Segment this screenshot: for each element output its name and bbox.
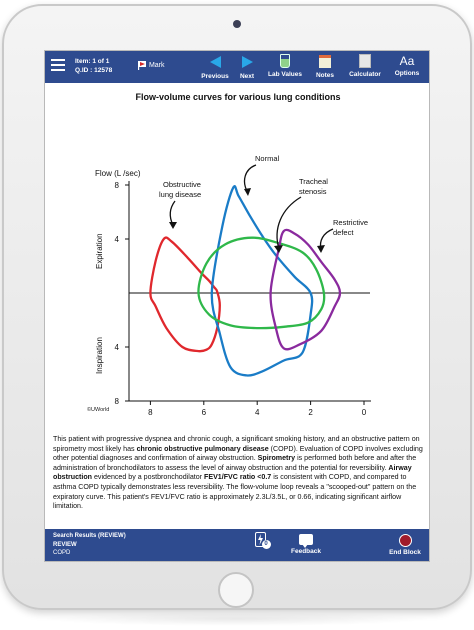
- item-info: [75, 57, 112, 75]
- breadcrumb: [53, 532, 126, 558]
- mark-button[interactable]: [137, 60, 165, 70]
- search-results-label[interactable]: Search Results (REVIEW): [53, 533, 126, 539]
- home-button: [218, 572, 254, 608]
- annotation-restrictive-2: defect: [333, 228, 354, 237]
- arrow-left-icon: [210, 56, 221, 68]
- notes-label: Notes: [315, 72, 335, 79]
- question-id: Q.ID : 12578: [75, 67, 113, 74]
- x-tick-label: 8: [148, 408, 153, 417]
- expiration-label: Expiration: [95, 233, 104, 269]
- flashcard-button[interactable]: [250, 532, 270, 548]
- annotation-tracheal-2: stenosis: [299, 187, 327, 196]
- tablet-shadow: [40, 612, 434, 626]
- flow-volume-chart: [45, 83, 430, 433]
- annotation-tracheal-1: Tracheal: [299, 177, 328, 186]
- calculator-icon: [359, 54, 371, 68]
- topic-label: COPD: [53, 550, 71, 556]
- stop-icon: [399, 534, 412, 547]
- explanation-sentence-1: This patient with progressive dyspnea and chronic cough, a significant smoking history, and an obstructive pattern on spirometry most likely has: [53, 435, 420, 453]
- mark-label: Mark: [148, 61, 165, 69]
- x-tick-label: 2: [308, 408, 313, 417]
- options-button[interactable]: [391, 53, 423, 83]
- camera-icon: [233, 20, 241, 28]
- lab-values-label: Lab Values: [268, 71, 302, 78]
- y-tick-label: 8: [114, 181, 119, 190]
- bottom-toolbar: [45, 529, 430, 562]
- flashcard-icon: [255, 532, 266, 547]
- previous-button[interactable]: [197, 53, 233, 83]
- feedback-button[interactable]: [285, 532, 327, 555]
- end-block-label: End Block: [389, 549, 421, 556]
- annotation-normal: Normal: [255, 154, 280, 163]
- app-screen: [44, 50, 430, 562]
- previous-label: Previous: [201, 73, 229, 80]
- mode-label: REVIEW: [53, 541, 77, 548]
- options-label: Options: [394, 70, 420, 77]
- explanation-bold-1: chronic obstructive pulmonary disease: [136, 444, 269, 453]
- next-button[interactable]: [233, 53, 261, 83]
- flag-icon: [137, 60, 147, 70]
- flashcard-count: 0: [262, 540, 271, 549]
- explanation-sentence-5: is consistent with COPD, and compared to asthma COPD typically demonstrates less reversibility. The flow-volume loop reveals a "scooped-out" pattern on the expiratory curve. This patient's FEV1/FVC ratio is approximately 2.3L/3.5L, or 0.66, indicating significant airflow limitation.: [53, 473, 417, 511]
- x-tick-label: 4: [254, 408, 260, 417]
- arrowhead-normal: [244, 188, 251, 196]
- arrowhead-tracheal: [274, 245, 283, 253]
- lab-values-button[interactable]: [263, 53, 307, 83]
- font-size-icon: Aa: [399, 54, 415, 68]
- explanation-bold-2: Spirometry: [257, 454, 296, 463]
- curve-tracheal-stenosis: [198, 238, 324, 328]
- x-tick-label: 6: [201, 408, 207, 417]
- annotation-obstructive-1: Obstructive: [163, 180, 201, 189]
- y-tick-label: 4: [114, 343, 119, 352]
- explanation-content: [45, 83, 430, 529]
- arrow-obstructive: [170, 201, 175, 225]
- hamburger-menu-icon[interactable]: [51, 59, 65, 73]
- feedback-label: Feedback: [291, 548, 321, 555]
- speech-bubble-icon: [299, 534, 313, 545]
- explanation-sentence-2: (COPD). Evaluation of COPD involves excluding other potential diagnoses and confirmation of airway obstruction.: [53, 444, 423, 463]
- calculator-label: Calculator: [349, 71, 381, 78]
- x-tick-label: 0: [361, 408, 367, 417]
- inspiration-label: Inspiration: [95, 337, 104, 374]
- explanation-text: [53, 435, 427, 512]
- arrowhead-obstructive: [169, 222, 177, 229]
- explanation-sentence-3: is performed both before and after the administration of bronchodilators to assess the level of airway obstruction and the potential for reversibility.: [53, 454, 417, 472]
- y-axis-title: Flow (L /sec): [95, 169, 141, 178]
- copyright-label: ©UWorld: [87, 407, 110, 413]
- notepad-icon: [319, 55, 331, 68]
- explanation-bold-3: Airway obstruction: [53, 463, 412, 482]
- next-label: Next: [239, 73, 255, 80]
- annotation-obstructive-2: lung disease: [159, 190, 202, 199]
- notes-button[interactable]: [311, 53, 339, 83]
- end-block-button[interactable]: [385, 532, 425, 556]
- annotation-restrictive-1: Restrictive: [333, 218, 369, 227]
- arrowhead-restrictive: [317, 245, 325, 253]
- top-toolbar: [45, 51, 430, 83]
- y-tick-label: 8: [114, 397, 119, 406]
- calculator-button[interactable]: [345, 53, 385, 83]
- explanation-sentence-4: evidenced by a postbronchodilator: [92, 473, 205, 482]
- flask-icon: [280, 54, 290, 68]
- curve-obstructive-lung-disease: [150, 238, 219, 352]
- curve-normal: [212, 186, 312, 375]
- y-tick-label: 4: [114, 235, 119, 244]
- figure-title: Flow-volume curves for various lung conditions: [135, 92, 341, 102]
- item-counter: Item: 1 of 1: [75, 58, 110, 65]
- arrow-right-icon: [242, 56, 253, 68]
- explanation-bold-4: FEV1/FVC ratio <0.7: [204, 473, 272, 482]
